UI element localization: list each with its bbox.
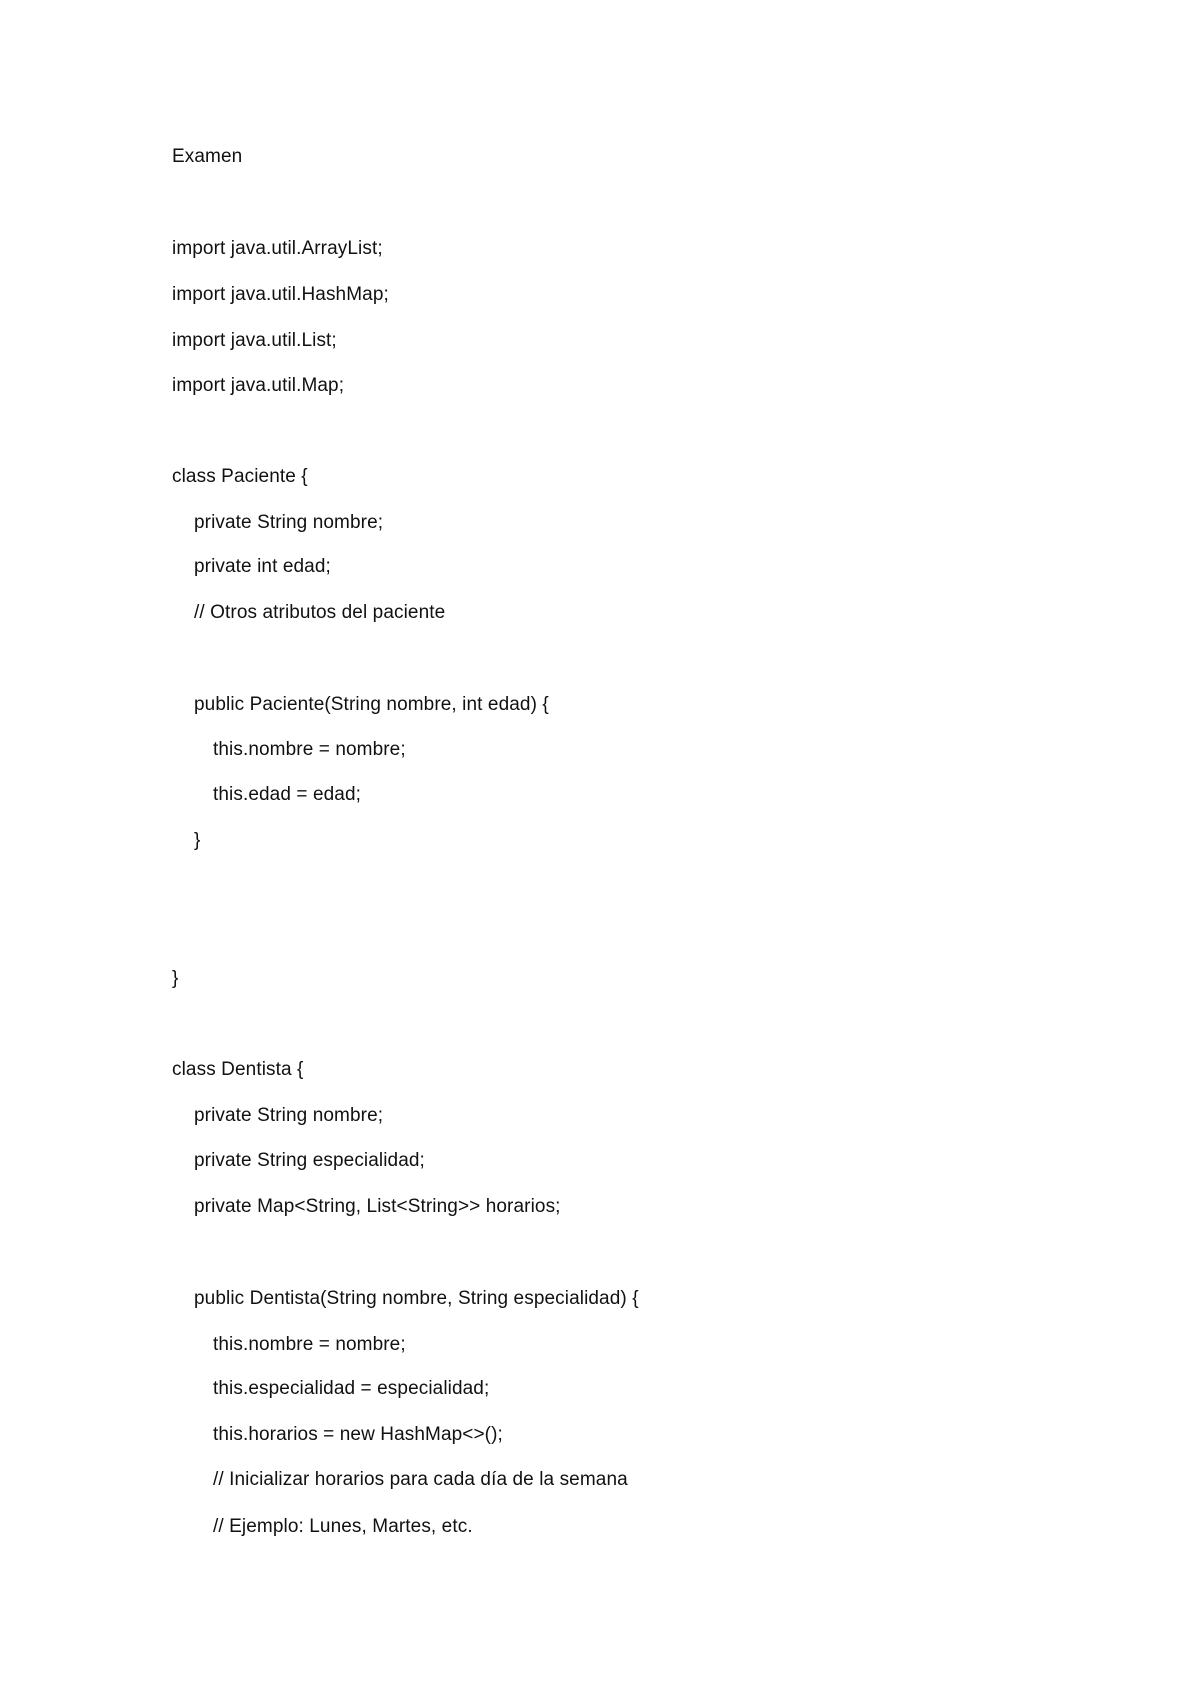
import-line: import java.util.HashMap; [172,284,389,305]
paciente-constructor-close: } [194,830,201,851]
document-title: Examen [172,146,243,167]
paciente-class-header: class Paciente { [172,466,308,487]
dentista-field-nombre: private String nombre; [194,1105,384,1126]
paciente-constructor-header: public Paciente(String nombre, int edad) { [194,694,549,715]
import-line: import java.util.List; [172,330,337,351]
import-line: import java.util.ArrayList; [172,238,383,259]
dentista-assign-especialidad: this.especialidad = especialidad; [213,1378,490,1399]
paciente-comment: // Otros atributos del paciente [194,602,446,623]
dentista-comment-init: // Inicializar horarios para cada día de la semana [213,1469,628,1490]
dentista-constructor-header: public Dentista(String nombre, String especialidad) { [194,1288,639,1309]
import-line: import java.util.Map; [172,375,345,396]
dentista-assign-horarios: this.horarios = new HashMap<>(); [213,1424,503,1445]
dentista-field-horarios: private Map<String, List<String>> horarios; [194,1196,561,1217]
paciente-assign-edad: this.edad = edad; [213,784,362,805]
paciente-field-nombre: private String nombre; [194,512,384,533]
dentista-field-especialidad: private String especialidad; [194,1150,425,1171]
paciente-assign-nombre: this.nombre = nombre; [213,739,406,760]
paciente-class-close: } [172,968,179,989]
dentista-comment-example: // Ejemplo: Lunes, Martes, etc. [213,1516,473,1537]
dentista-class-header: class Dentista { [172,1059,304,1080]
dentista-assign-nombre: this.nombre = nombre; [213,1334,406,1355]
paciente-field-edad: private int edad; [194,556,331,577]
